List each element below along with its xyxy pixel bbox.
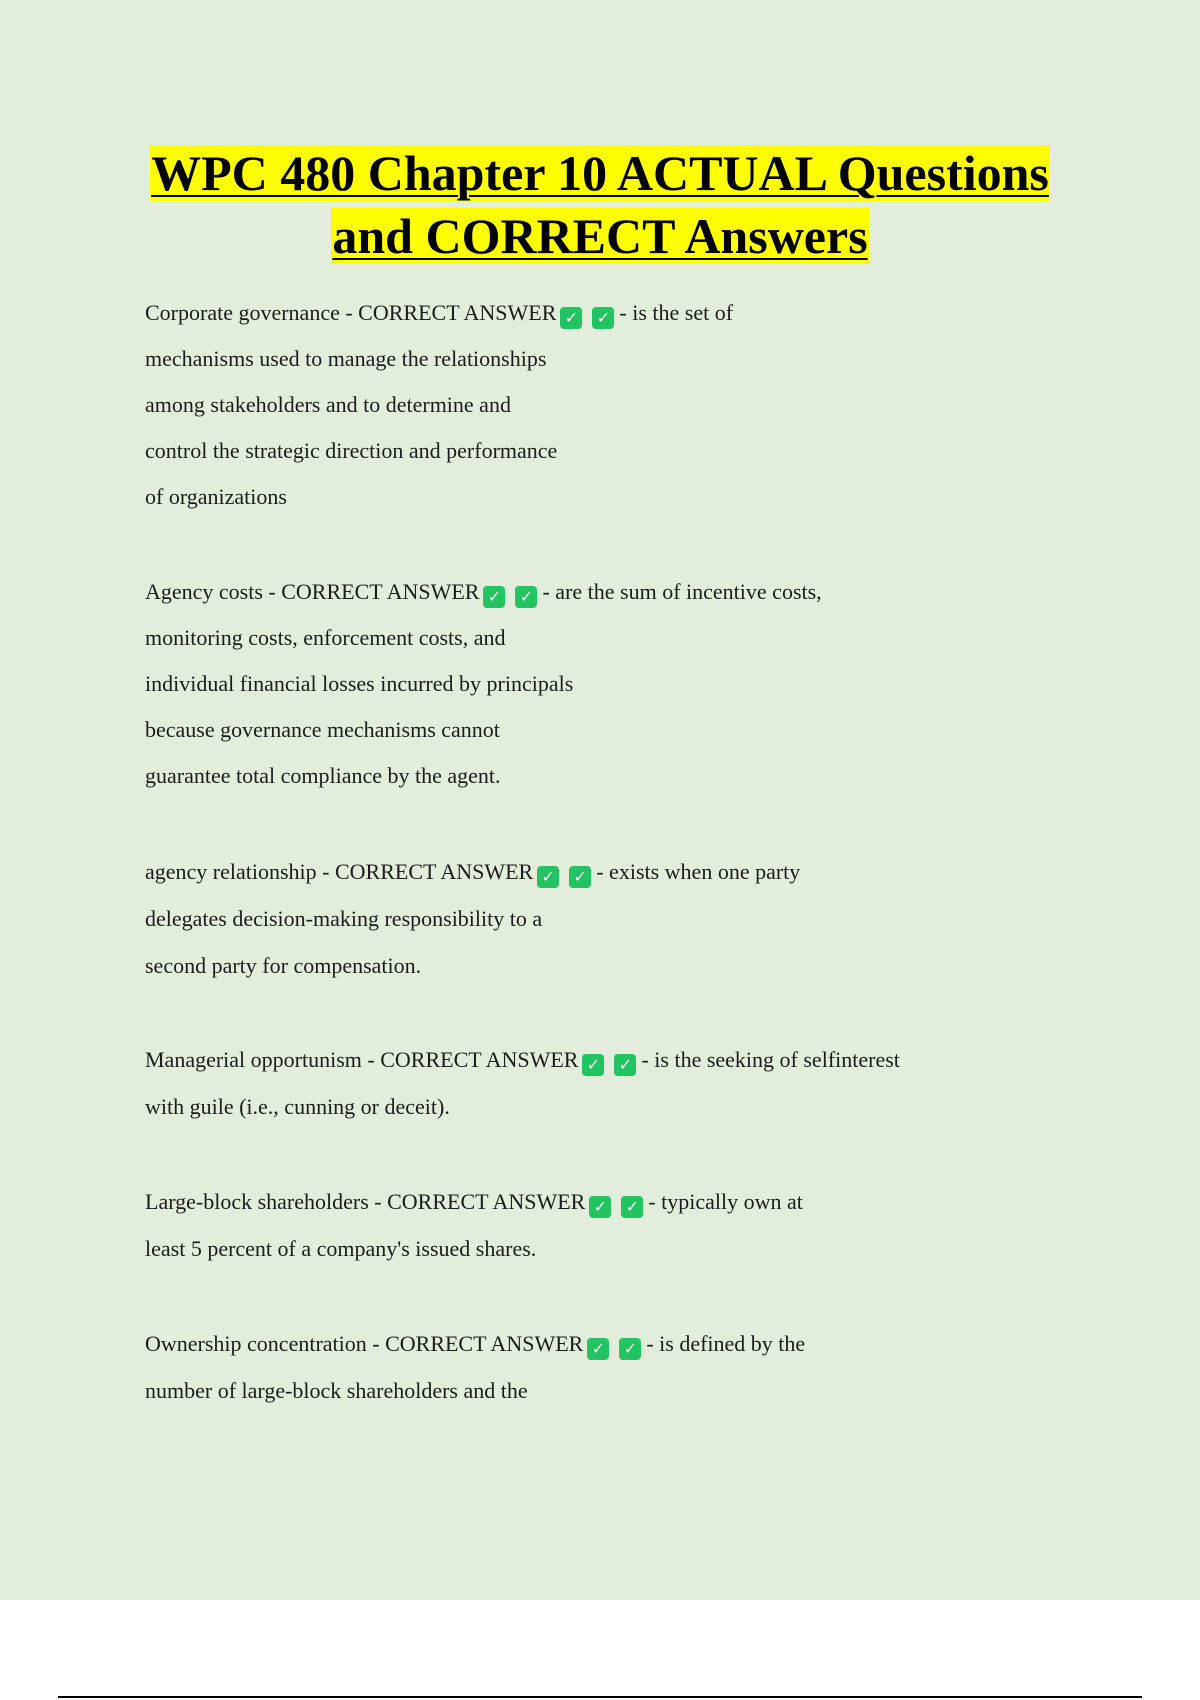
qa-answer-start: - is the seeking of selfinterest [641, 1047, 900, 1072]
check-mark-icon: ✓ [614, 1054, 636, 1076]
check-mark-icon: ✓ [483, 586, 505, 608]
check-mark-icon: ✓ [592, 307, 614, 329]
qa-answer-line: mechanisms used to manage the relationships [145, 346, 547, 371]
qa-answer-line: guarantee total compliance by the agent. [145, 763, 501, 788]
document-title [0, 142, 1200, 268]
qa-answer-line: control the strategic direction and performance [145, 438, 558, 463]
qa-term: Corporate governance - CORRECT ANSWER [145, 300, 557, 325]
check-mark-icon: ✓ [582, 1054, 604, 1076]
qa-entry [145, 1178, 1045, 1272]
qa-term: Managerial opportunism - CORRECT ANSWER [145, 1047, 579, 1072]
qa-answer-line: individual financial losses incurred by principals [145, 671, 574, 696]
check-mark-icon: ✓ [560, 307, 582, 329]
footer-divider [58, 1696, 1142, 1698]
qa-entry-first-line [145, 1036, 1045, 1083]
qa-answer-start: - typically own at [648, 1189, 803, 1214]
check-mark-icon: ✓ [589, 1196, 611, 1218]
qa-entry-first-line [145, 1178, 1045, 1225]
qa-answer-line: among stakeholders and to determine and [145, 392, 511, 417]
qa-term: agency relationship - CORRECT ANSWER [145, 859, 534, 884]
check-mark-icon: ✓ [621, 1196, 643, 1218]
qa-answer-line: because governance mechanisms cannot [145, 717, 500, 742]
title-line-1: WPC 480 Chapter 10 ACTUAL Questions [151, 145, 1049, 201]
qa-term: Large-block shareholders - CORRECT ANSWER [145, 1189, 586, 1214]
qa-answer-line: monitoring costs, enforcement costs, and [145, 625, 506, 650]
qa-entry-first-line [145, 848, 1045, 895]
qa-entry-first-line [145, 290, 1045, 336]
qa-answer-line: number of large-block shareholders and the [145, 1378, 528, 1403]
qa-entry-first-line [145, 569, 1045, 615]
qa-entry [145, 569, 1045, 799]
check-mark-icon: ✓ [619, 1338, 641, 1360]
check-mark-icon: ✓ [515, 586, 537, 608]
qa-term: Ownership concentration - CORRECT ANSWER [145, 1331, 584, 1356]
qa-answer-start: - is the set of [619, 300, 734, 325]
qa-answer-line: second party for compensation. [145, 953, 422, 978]
qa-term: Agency costs - CORRECT ANSWER [145, 579, 480, 604]
qa-entry [145, 1320, 1045, 1414]
qa-answer-start: - are the sum of incentive costs, [542, 579, 822, 604]
check-mark-icon: ✓ [587, 1338, 609, 1360]
check-mark-icon: ✓ [569, 866, 591, 888]
qa-entry [145, 1036, 1045, 1130]
qa-answer-line: delegates decision-making responsibility to a [145, 906, 543, 931]
qa-entry [145, 290, 1045, 520]
title-line-2: and CORRECT Answers [332, 208, 868, 264]
qa-answer-line: least 5 percent of a company's issued shares. [145, 1236, 537, 1261]
qa-entry [145, 848, 1045, 989]
qa-entry-first-line [145, 1320, 1045, 1367]
qa-answer-line: with guile (i.e., cunning or deceit). [145, 1094, 450, 1119]
qa-answer-line: of organizations [145, 484, 287, 509]
qa-answer-start: - exists when one party [596, 859, 801, 884]
check-mark-icon: ✓ [537, 866, 559, 888]
qa-answer-start: - is defined by the [646, 1331, 806, 1356]
